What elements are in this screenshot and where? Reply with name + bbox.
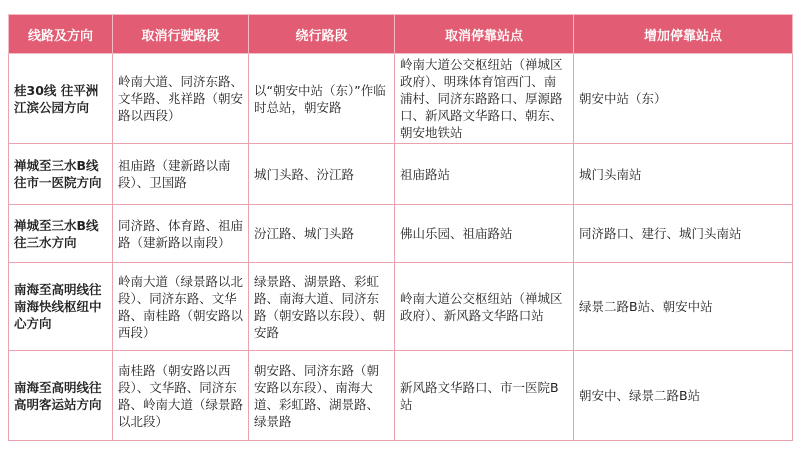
table-row	[9, 263, 793, 351]
cell-added-stops: 绿景二路B站、朝安中站	[574, 263, 793, 351]
table-row	[9, 144, 793, 205]
cell-cancelled-stops: 新风路文华路口、市一医院B站	[395, 351, 574, 441]
cell-added-stops: 朝安中、绿景二路B站	[574, 351, 793, 441]
cell-cancelled-segment: 祖庙路（建新路以南段）、卫国路	[113, 144, 249, 205]
cell-cancelled-segment: 岭南大道（绿景路以北段）、同济东路、文华路、南桂路（朝安路以西段）	[113, 263, 249, 351]
cell-route: 桂30线 往平洲江滨公园方向	[9, 54, 113, 144]
header-added-stops: 增加停靠站点	[574, 15, 793, 54]
table-header-row	[9, 15, 793, 54]
cell-added-stops: 朝安中站（东）	[574, 54, 793, 144]
header-route-direction: 线路及方向	[9, 15, 113, 54]
cell-cancelled-stops: 岭南大道公交枢纽站（禅城区政府）、明珠体育馆西门、南浦村、同济东路路口、厚源路口、新风路文华路口、朝东、朝安地铁站	[395, 54, 574, 144]
cell-cancelled-segment: 同济路、体育路、祖庙路（建新路以南段）	[113, 205, 249, 263]
cell-detour-segment: 城门头路、汾江路	[249, 144, 395, 205]
cell-cancelled-stops: 佛山乐园、祖庙路站	[395, 205, 574, 263]
header-cancelled-segment: 取消行驶路段	[113, 15, 249, 54]
table-row	[9, 205, 793, 263]
cell-cancelled-segment: 岭南大道、同济东路、文华路、兆祥路（朝安路以西段）	[113, 54, 249, 144]
cell-detour-segment: 以“朝安中站（东）”作临时总站，朝安路	[249, 54, 395, 144]
cell-added-stops: 同济路口、建行、城门头南站	[574, 205, 793, 263]
cell-route: 南海至高明线往高明客运站方向	[9, 351, 113, 441]
route-adjustment-table	[8, 14, 793, 441]
cell-cancelled-segment: 南桂路（朝安路以西段）、文华路、同济东路、岭南大道（绿景路以北段）	[113, 351, 249, 441]
cell-cancelled-stops: 祖庙路站	[395, 144, 574, 205]
table-row	[9, 54, 793, 144]
header-detour-segment: 绕行路段	[249, 15, 395, 54]
cell-detour-segment: 汾江路、城门头路	[249, 205, 395, 263]
table-container	[8, 14, 793, 441]
cell-detour-segment: 朝安路、同济东路（朝安路以东段）、南海大道、彩虹路、湖景路、绿景路	[249, 351, 395, 441]
cell-route: 禅城至三水B线 往市一医院方向	[9, 144, 113, 205]
cell-added-stops: 城门头南站	[574, 144, 793, 205]
cell-detour-segment: 绿景路、湖景路、彩虹路、南海大道、同济东路（朝安路以东段）、朝安路	[249, 263, 395, 351]
cell-cancelled-stops: 岭南大道公交枢纽站（禅城区政府）、新风路文华路口站	[395, 263, 574, 351]
cell-route: 禅城至三水B线往三水方向	[9, 205, 113, 263]
header-cancelled-stops: 取消停靠站点	[395, 15, 574, 54]
cell-route: 南海至高明线往南海快线枢纽中心方向	[9, 263, 113, 351]
table-row	[9, 351, 793, 441]
